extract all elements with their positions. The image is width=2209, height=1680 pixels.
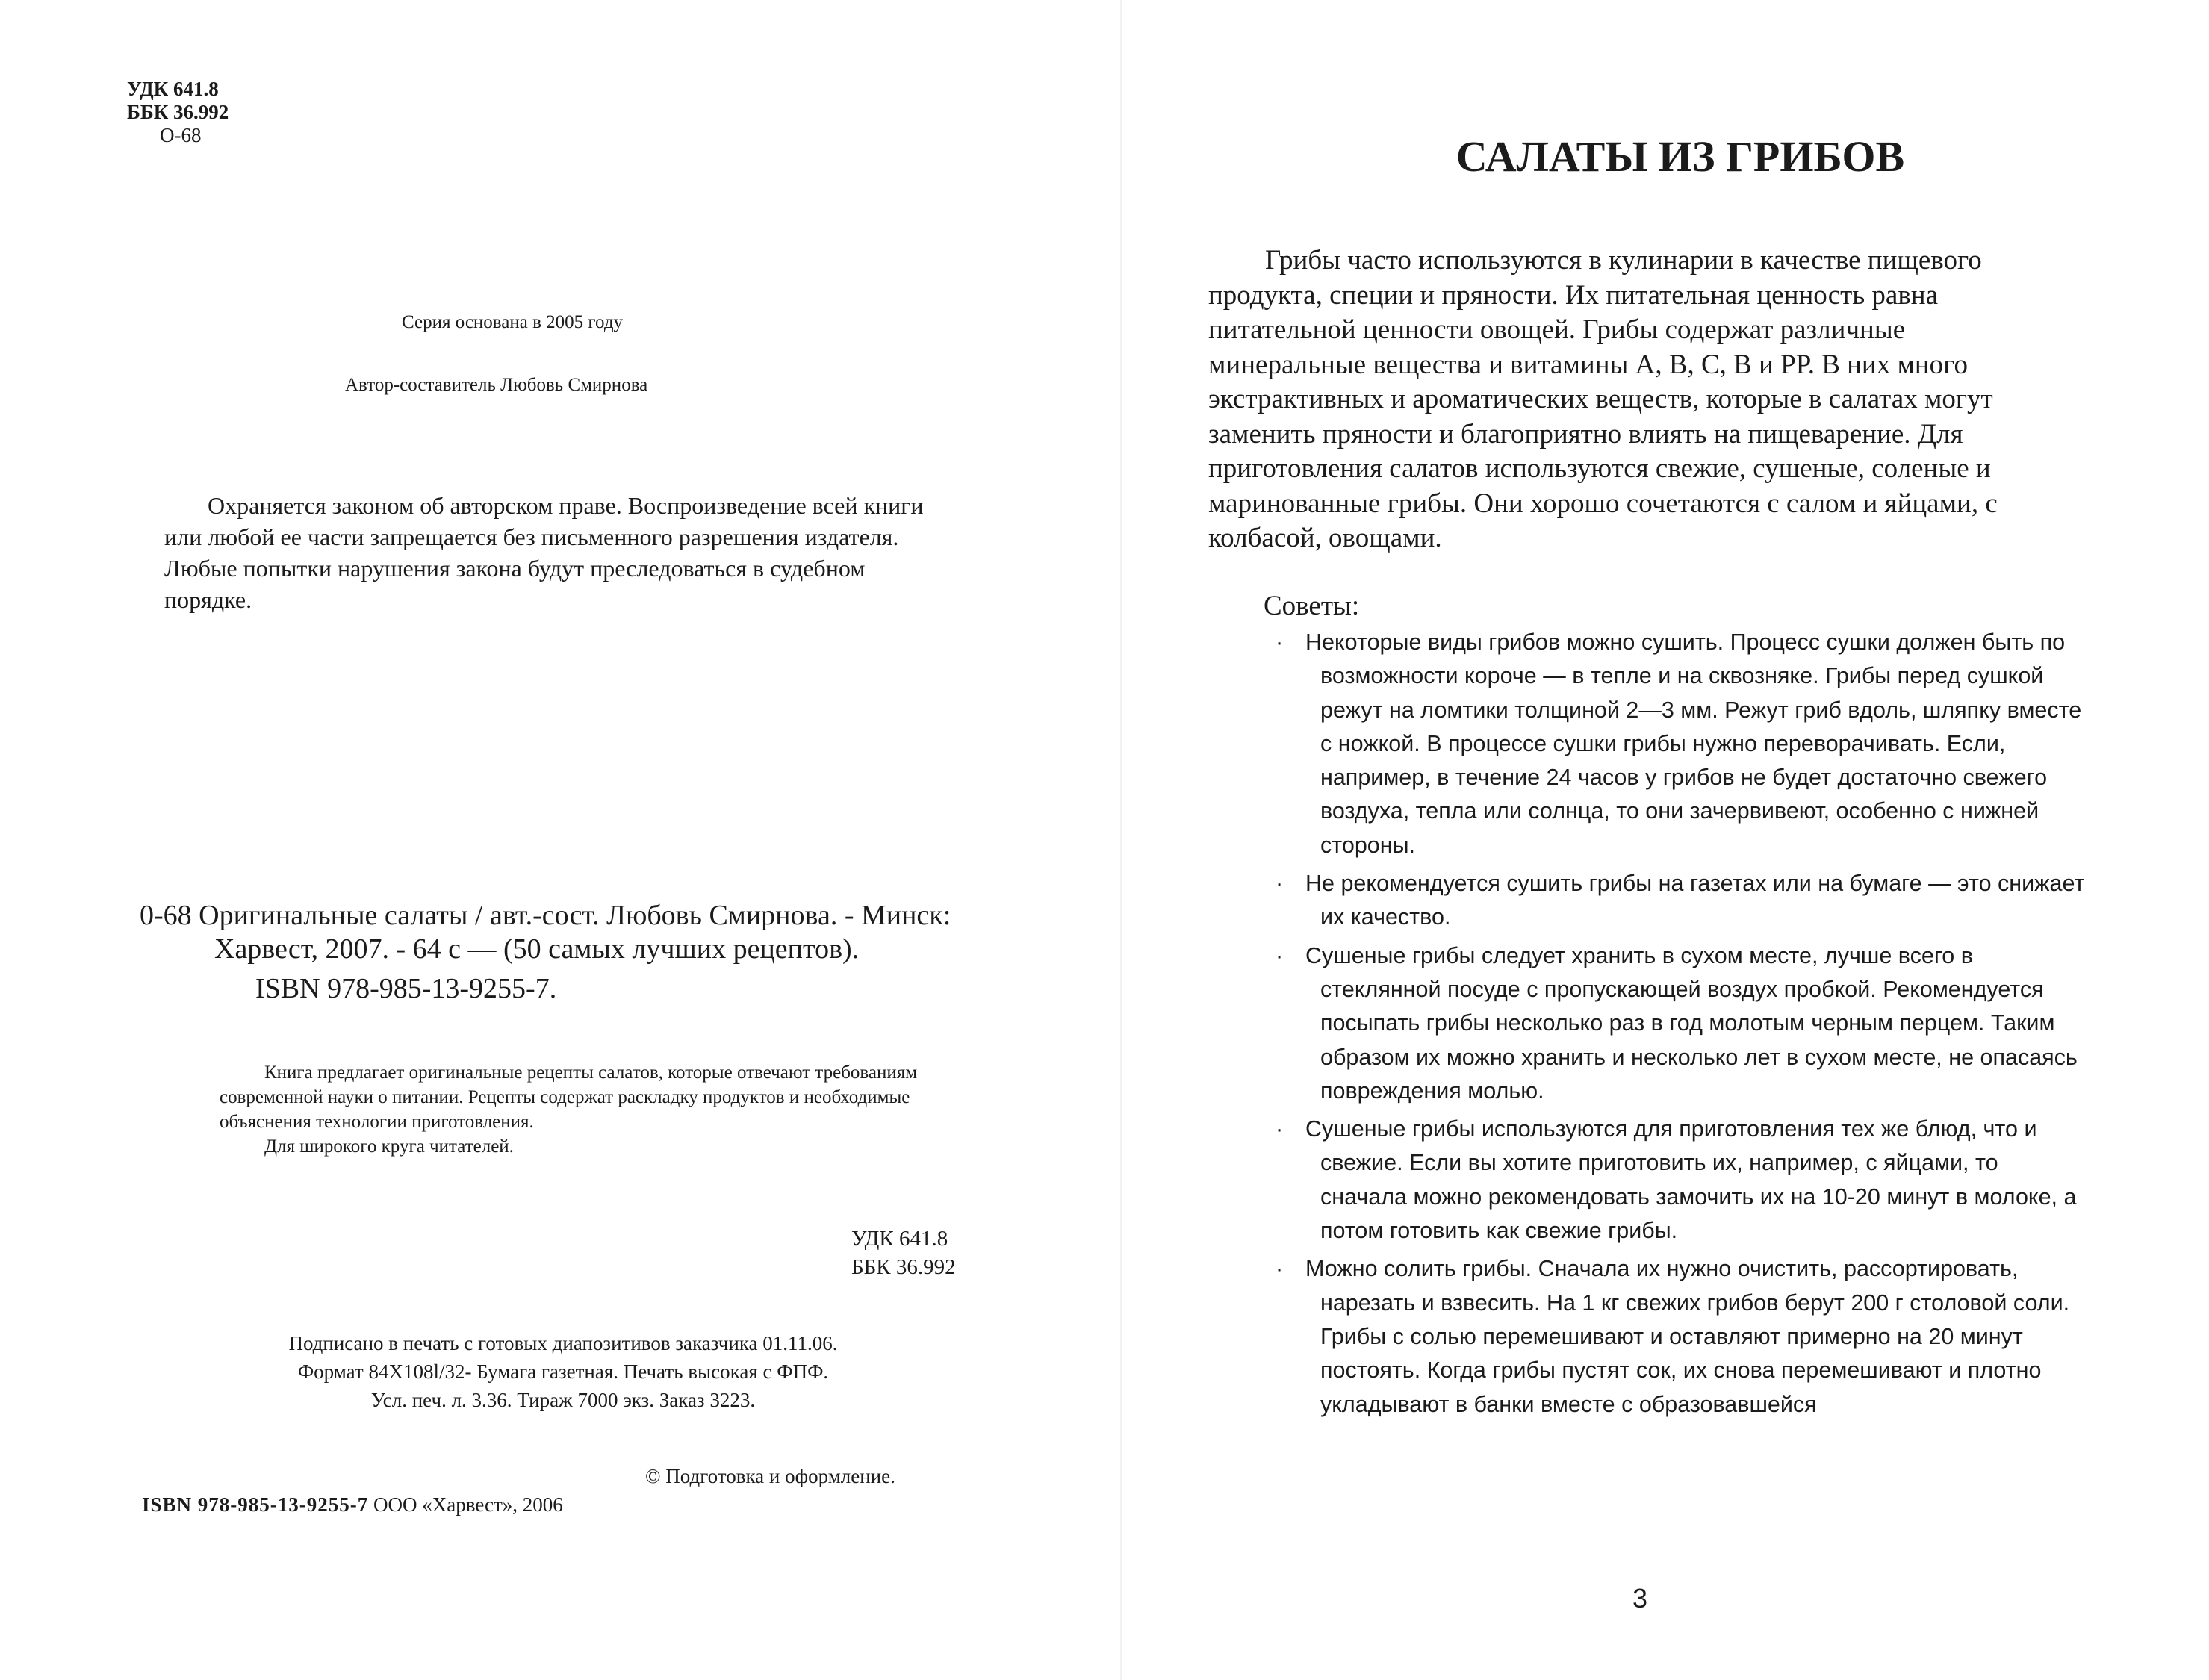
bullet-icon: · bbox=[1276, 1116, 1284, 1142]
copyright-line: © Подготовка и оформление. bbox=[645, 1465, 895, 1487]
imprint-line: Подписано в печать с готовых диапозитивов заказчика 01.11.06. bbox=[288, 1332, 838, 1354]
udk-footer bbox=[851, 1225, 956, 1281]
bbk-code: ББК 36.992 bbox=[127, 101, 229, 123]
tip-text: Не рекомендуется сушить грибы на газетах или на бумаге — это снижает их качество. bbox=[1305, 871, 2085, 930]
isbn-number: ISBN 978-985-13-9255-7 bbox=[142, 1493, 369, 1516]
tips-list bbox=[1261, 626, 2091, 1426]
bullet-icon: · bbox=[1276, 942, 1284, 968]
author-mark: О-68 bbox=[160, 124, 202, 146]
intro-text: Грибы часто используются в кулинарии в качестве пищевого продукта, специи и пряности. Их питательная ценность равна питательной ценности овощей. Грибы содержат различные минеральные вещества и витамины А, В, С, В и РР. В них много экстрактивных и ароматических веществ, которые в салатах могут заменить пряности и благоприятно влиять на пищеварение. Для приготовления салатов используются свежие, сушеные, соленые и маринованные грибы. Они хорошо сочетаются с салом и яйцами, с колбасой, овощами. bbox=[1208, 245, 1998, 553]
tip-text: Некоторые виды грибов можно сушить. Процесс сушки должен быть по возможности короче — в тепле и на сквозняке. Грибы перед сушкой режут на ломтики толщиной 2—3 мм. Режут гриб вдоль, шляпку вместе с ножкой. В процессе сушки грибы нужно переворачивать. Если, например, в течение 24 часов у грибов не будет достаточно свежего воздуха, тепла или солнца, то они зачервивеют, особенно с нижней стороны. bbox=[1305, 629, 2082, 858]
annotation-text: Книга предлагает оригинальные рецепты салатов, которые отвечают требованиям современной науки о питании. Рецепты содержат раскладку продуктов и необходимые объяснения технологии приготовления. bbox=[220, 1063, 918, 1132]
page-number: 3 bbox=[1632, 1583, 1648, 1614]
tip-text: Сушеные грибы следует хранить в сухом месте, лучше всего в стеклянной посуде с пропускающей воздух пробкой. Рекомендуется посыпать грибы несколько раз в год молотым черным перцем. Таким образом их можно хранить и несколько лет в сухом месте, не опасаясь повреждения молью. bbox=[1305, 942, 2078, 1104]
publisher: ООО «Харвест», 2006 bbox=[373, 1493, 563, 1516]
list-item bbox=[1261, 1113, 2091, 1248]
udk-code: УДК 641.8 bbox=[127, 78, 219, 100]
bibliographic-record bbox=[140, 899, 1006, 1006]
udk-header bbox=[127, 78, 229, 147]
imprint-line: Усл. печ. л. 3.36. Тираж 7000 экз. Заказ 3223. bbox=[370, 1389, 756, 1411]
list-item bbox=[1261, 1252, 2091, 1421]
copyright-text: Охраняется законом об авторском праве. Воспроизведение всей книги или любой ее части запрещается без письменного разрешения издателя. Любые попытки нарушения закона будут преследоваться в судебном порядке. bbox=[164, 492, 924, 613]
list-item bbox=[1261, 867, 2091, 935]
bibliographic-entry: 0-68 Оригинальные салаты / авт.-сост. Любовь Смирнова. - Минск: Харвест, 2007. - 64 с — (50 самых лучших рецептов). bbox=[140, 900, 951, 965]
bbk-footer-code: ББК 36.992 bbox=[851, 1255, 956, 1279]
bullet-icon: · bbox=[1276, 1256, 1284, 1282]
author-note: Автор-составитель Любовь Смирнова bbox=[345, 375, 648, 395]
bibliographic-isbn: ISBN 978-985-13-9255-7. bbox=[255, 973, 557, 1004]
tips-heading: Советы: bbox=[1264, 591, 1360, 621]
list-item bbox=[1261, 939, 2091, 1108]
annotation-audience: Для широкого круга читателей. bbox=[264, 1136, 514, 1157]
bullet-icon: · bbox=[1276, 629, 1284, 655]
series-note: Серия основана в 2005 году bbox=[402, 312, 624, 332]
imprint bbox=[205, 1329, 922, 1414]
intro-paragraph bbox=[1208, 243, 2037, 556]
isbn-line bbox=[142, 1493, 563, 1516]
tip-text: Сушеные грибы используются для приготовления тех же блюд, что и свежие. Если вы хотите приготовить их, например, с яйцами, то сначала можно рекомендовать замочить их на 10-20 минут в молоке, а потом готовить как свежие грибы. bbox=[1305, 1116, 2077, 1244]
bullet-icon: · bbox=[1276, 871, 1284, 897]
udk-footer-code: УДК 641.8 bbox=[851, 1227, 948, 1251]
list-item bbox=[1261, 626, 2091, 862]
page-gutter bbox=[1120, 0, 1122, 1680]
imprint-line: Формат 84X108l/32- Бумага газетная. Печать высокая с ФПФ. bbox=[297, 1360, 829, 1383]
tip-text: Можно солить грибы. Сначала их нужно очистить, рассортировать, нарезать и взвесить. На 1 кг свежих грибов берут 200 г столовой соли. Грибы с солью перемешивают и оставляют примерно на 20 минут постоять. Когда грибы пустят сок, их снова перемешивают и плотно укладывают в банки вместе с образовавшейся bbox=[1305, 1256, 2070, 1417]
annotation bbox=[220, 1060, 955, 1159]
copyright-notice bbox=[164, 490, 948, 615]
page-title: САЛАТЫ ИЗ ГРИБОВ bbox=[1455, 132, 1905, 181]
